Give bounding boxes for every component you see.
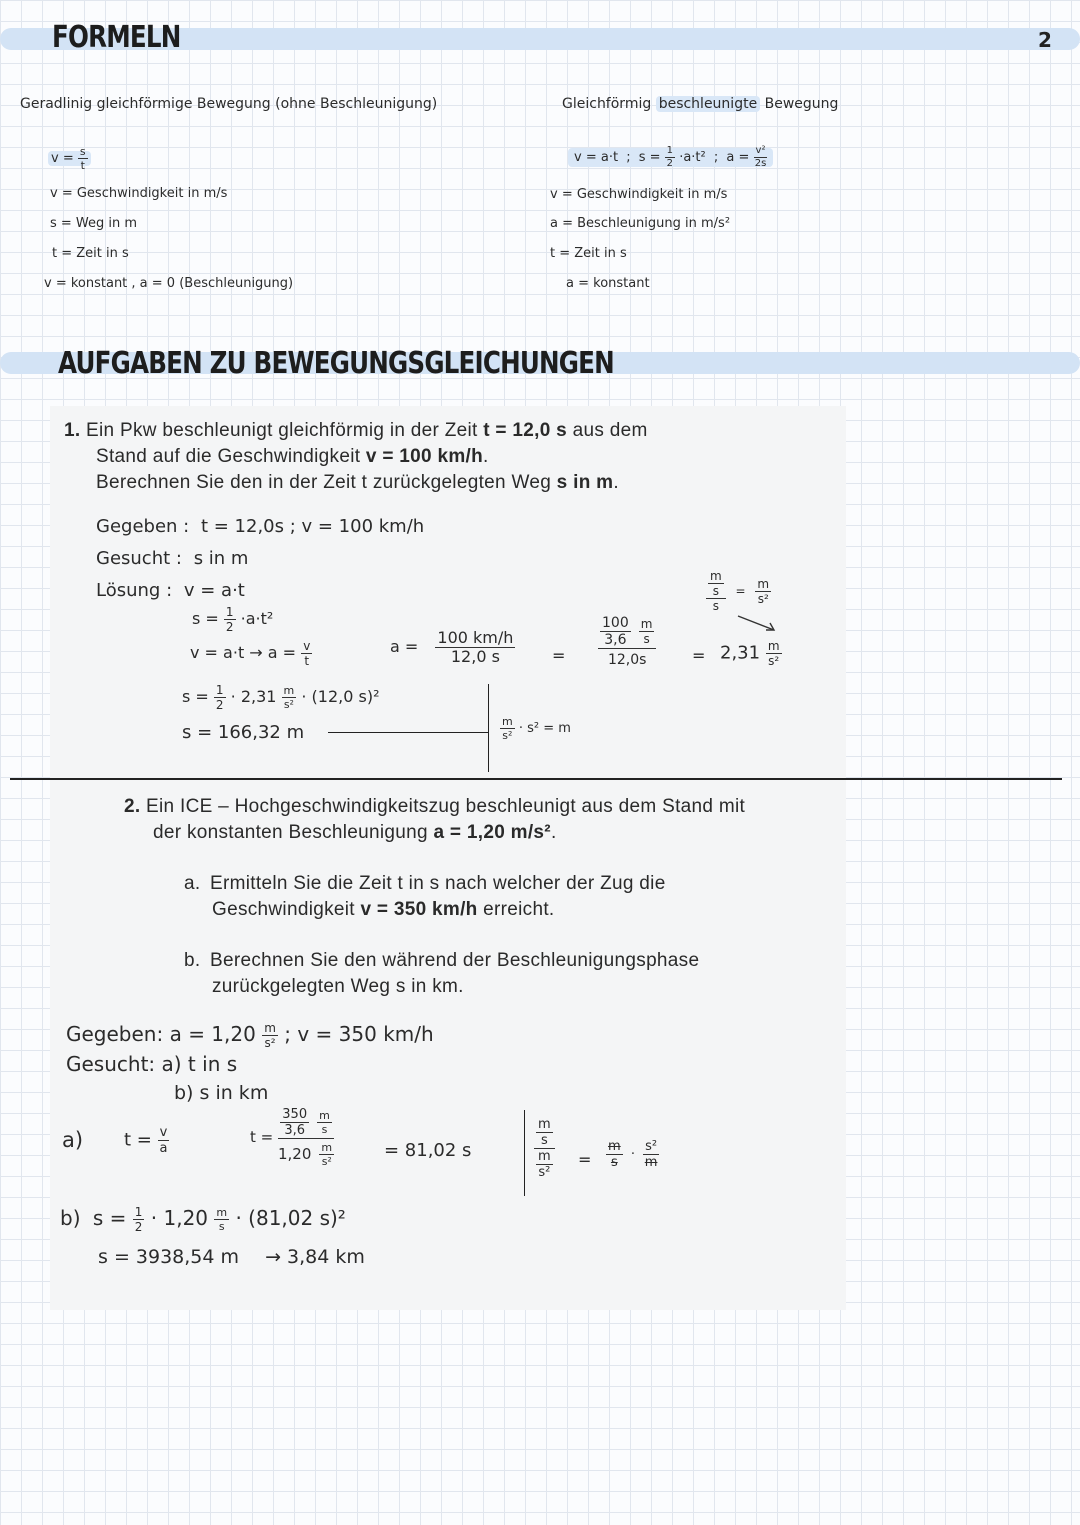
task2-line1 <box>124 794 745 820</box>
sol1-loesung <box>96 580 245 601</box>
frac-den: 2 <box>666 158 674 169</box>
frac-num: m <box>767 639 780 653</box>
frac-den: a <box>159 1141 168 1156</box>
frac-outer-bot <box>536 1149 553 1179</box>
heading-part-b: beschleunigte <box>656 96 761 112</box>
value-a: a) t in s <box>161 1052 238 1076</box>
lhs: s = <box>92 1206 127 1230</box>
task2a-label: a. <box>184 873 201 894</box>
frac-unit <box>317 1110 332 1135</box>
value: t = 12,0s ; v = 100 km/h <box>200 516 425 537</box>
sol1-eq2 <box>192 606 273 633</box>
frac-num: v² <box>755 145 766 156</box>
formeln-left-formula <box>48 146 91 171</box>
sol2-b-eq <box>60 1206 346 1233</box>
aufgaben-title: AUFGABEN ZU BEWEGUNGSGLEICHUNGEN <box>58 346 614 381</box>
frac-den: s² <box>538 1165 551 1180</box>
task2-text: der konstanten Beschleunigung <box>153 822 434 843</box>
sol2-unit-check <box>534 1118 555 1179</box>
lhs: s = <box>182 687 209 706</box>
task1-bold-s: s in m <box>556 472 614 493</box>
label: Lösung : <box>96 580 173 601</box>
task1-text: Berechnen Sie den in der Zeit t zurückgelegten Weg <box>96 472 557 493</box>
rest: · s² = m <box>518 721 571 736</box>
frac-unit <box>282 685 297 710</box>
formeln-left-def-2: s = Weg in m <box>50 216 138 231</box>
frac-num: s <box>79 145 86 158</box>
formeln-right-def-3: t = Zeit in s <box>550 246 627 261</box>
formula-v-frac <box>78 146 88 171</box>
frac-den: 3,6 <box>604 632 627 648</box>
task1-line2 <box>96 444 489 470</box>
frac-cancel <box>643 1140 659 1169</box>
label: Gesucht: <box>66 1052 156 1076</box>
frac-num: 1 <box>134 1205 143 1219</box>
frac <box>301 640 312 667</box>
task2b-label: b. <box>184 950 201 971</box>
sol1-eq3 <box>190 640 312 667</box>
sep: ; <box>626 150 631 165</box>
sol1-eq-sign: = <box>552 646 566 665</box>
frac-num: m <box>319 1109 330 1122</box>
frac-num: 1 <box>666 145 674 156</box>
frac-num: m <box>321 1141 333 1154</box>
frac-num: 1 <box>225 605 234 619</box>
task2-bold-a: a = 1,20 m/s² <box>433 822 551 843</box>
frac-num: 350 <box>282 1107 308 1122</box>
result-km: → 3,84 km <box>265 1246 365 1268</box>
frac <box>214 684 226 711</box>
lhs: a = <box>390 637 419 656</box>
sol2-a-eq <box>124 1126 169 1155</box>
frac-unit <box>262 1022 278 1049</box>
sol1-gesucht <box>96 548 248 569</box>
frac-result <box>755 578 771 605</box>
task1-text: . <box>483 446 489 467</box>
frac-den: 12,0 s <box>450 647 500 666</box>
frac-num: m <box>538 1149 551 1164</box>
lhs: v = a·t → a = <box>190 643 297 662</box>
sol1-eq-sign-2: = <box>692 646 706 665</box>
frac-den: 2 <box>215 698 224 712</box>
frac-outer-top <box>598 616 656 649</box>
heading-part-c: Bewegung <box>764 96 839 112</box>
task2a-text: erreicht. <box>477 899 555 920</box>
frac-outer <box>278 1108 334 1167</box>
task1-text: Ein Pkw beschleunigt gleichförmig in der Zeit <box>86 420 484 441</box>
page-number: 2 <box>1038 28 1052 52</box>
frac-num: 100 km/h <box>437 628 514 647</box>
formula-s-rest: ·a·t² <box>679 150 706 165</box>
task1-line3 <box>96 470 619 496</box>
formula-s-lhs: s = <box>638 150 661 165</box>
frac-inner <box>280 1108 309 1137</box>
frac-den: m <box>644 1155 658 1170</box>
sol2-t-calc <box>250 1108 334 1167</box>
formula-a-lhs: a = <box>726 150 750 165</box>
frac-num: 1 <box>215 683 224 697</box>
heading-part-a: Gleichförmig <box>562 96 652 112</box>
frac-num: m <box>264 1021 276 1035</box>
frac-outer <box>534 1118 555 1179</box>
frac-unit <box>639 618 655 645</box>
frac-den: s² <box>283 698 294 711</box>
frac-num: m <box>283 684 295 697</box>
task2a-line2 <box>212 897 555 923</box>
formeln-left-def-1: v = Geschwindigkeit in m/s <box>50 186 228 201</box>
task1-text: . <box>613 472 619 493</box>
frac-num: m <box>710 569 722 583</box>
lhs: t = <box>124 1129 152 1151</box>
frac-inner <box>708 570 724 597</box>
sol1-unit-derivation <box>706 570 771 612</box>
unit-check-divider <box>488 684 489 772</box>
frac-den: s <box>540 1133 548 1148</box>
frac-num: m <box>502 715 513 728</box>
frac-den: s² <box>768 654 780 668</box>
unit-check-divider-2 <box>524 1110 525 1196</box>
frac <box>435 630 515 665</box>
section-divider <box>10 778 1062 780</box>
label: Gegeben : <box>96 516 190 537</box>
frac <box>224 606 236 633</box>
frac-outer-top <box>534 1118 555 1149</box>
frac <box>133 1206 145 1233</box>
frac-outer-den: s <box>712 599 719 613</box>
frac-outer-den: 12,0s <box>607 652 647 668</box>
task2a-text: Ermitteln Sie die Zeit t in s nach welcher der Zug die <box>210 873 666 894</box>
frac-num: s² <box>645 1139 658 1154</box>
rest: · (12,0 s)² <box>301 687 380 706</box>
task2-line2 <box>153 820 557 846</box>
sol2-unit-eq: = <box>578 1150 592 1169</box>
frac-num: m <box>757 576 770 591</box>
formula-s-frac <box>665 146 675 169</box>
task1-text: Stand auf die Geschwindigkeit <box>96 446 366 467</box>
task2a-text: Geschwindigkeit <box>212 899 361 920</box>
label: Gesucht : <box>96 548 182 569</box>
arrow-icon <box>736 614 780 634</box>
frac-unit <box>766 640 782 667</box>
frac-den: s <box>712 584 719 598</box>
frac-den: s² <box>502 729 513 742</box>
label: b) <box>60 1206 81 1230</box>
formula-v-at: v = a·t <box>574 150 619 165</box>
frac-den: s <box>218 1220 225 1233</box>
task2-number: 2. <box>124 796 141 817</box>
task1-bold-v: v = 100 km/h <box>365 446 484 467</box>
sol1-result-a <box>720 640 782 667</box>
frac <box>500 716 515 741</box>
frac-den: s² <box>321 1155 332 1168</box>
formeln-right-heading <box>562 96 838 112</box>
value: 2,31 <box>720 642 761 664</box>
frac-den: 2 <box>225 620 234 634</box>
rest: · (81,02 s)² <box>235 1206 346 1230</box>
sol2-t-result: = 81,02 s <box>384 1140 472 1161</box>
eq: = <box>735 583 746 598</box>
eq-v-at: v = a·t <box>183 580 245 601</box>
frac-den: 3,6 <box>284 1123 306 1138</box>
sol1-b-calc <box>598 616 656 667</box>
formula-v-lhs: v = <box>51 151 74 166</box>
rest: ·a·t² <box>240 609 274 628</box>
task1-number: 1. <box>64 420 81 441</box>
task2a-line1 <box>184 871 666 897</box>
frac-unit <box>319 1142 334 1167</box>
formula-a-frac <box>754 146 768 169</box>
formeln-right-def-2: a = Beschleunigung in m/s² <box>550 216 731 231</box>
formeln-right-def-1: v = Geschwindigkeit in m/s <box>550 187 728 202</box>
label: Gegeben: <box>66 1022 164 1046</box>
mid: · 1,20 <box>150 1206 209 1230</box>
frac-cancel <box>606 1140 623 1169</box>
frac-unit <box>214 1207 229 1232</box>
frac-num: m <box>608 1139 621 1154</box>
task1-text: aus dem <box>567 420 648 441</box>
sol1-a-calc <box>390 630 515 665</box>
sep: ; <box>713 150 719 165</box>
frac <box>158 1126 170 1155</box>
frac-den: 2 <box>134 1220 143 1234</box>
sol1-s-result: s = 166,32 m <box>182 722 305 743</box>
task2-text: . <box>550 822 557 843</box>
formula-v-st <box>48 145 91 172</box>
task2-text: Ein ICE – Hochgeschwindigkeitszug beschleunigt aus dem Stand mit <box>146 796 746 817</box>
mid: · 2,31 <box>230 687 277 706</box>
dot: · <box>630 1147 635 1162</box>
lhs: t = <box>250 1128 274 1146</box>
sol1-s-calc <box>182 684 379 711</box>
sol2-gesucht-b: b) s in km <box>174 1082 269 1104</box>
formeln-left-def-3: t = Zeit in s <box>52 246 129 261</box>
frac-num: 100 <box>602 615 629 631</box>
formeln-title: FORMELN <box>52 20 181 55</box>
frac-outer-top <box>278 1108 334 1139</box>
task1-bold-t: t = 12,0 s <box>483 420 568 441</box>
task-panel <box>50 406 846 1310</box>
frac-num: m <box>216 1206 228 1219</box>
frac-num: m <box>538 1117 551 1132</box>
task2b-line1 <box>184 948 699 974</box>
frac-outer <box>598 616 656 667</box>
formeln-left-heading: Geradlinig gleichförmige Bewegung (ohne Beschleunigung) <box>20 96 438 112</box>
frac-den: s <box>610 1155 618 1170</box>
sol2-b-result <box>98 1246 365 1268</box>
frac-den: 2s <box>754 158 767 169</box>
sol1-unit-check <box>500 716 571 741</box>
den-value: 1,20 <box>278 1145 312 1163</box>
frac-inner <box>536 1118 553 1147</box>
frac-den: s² <box>757 591 769 606</box>
sol2-unit-cancel <box>606 1140 659 1169</box>
frac-den: t <box>80 159 85 172</box>
sol2-gegeben <box>66 1022 434 1049</box>
frac-inner <box>600 616 631 647</box>
frac-inner <box>536 1150 553 1179</box>
frac-outer-bot <box>278 1139 334 1167</box>
frac-den: t <box>304 654 310 668</box>
task1-line1 <box>64 418 648 444</box>
sol2-gesucht <box>66 1052 237 1076</box>
value-v: ; v = 350 km/h <box>284 1022 434 1046</box>
frac-den: s² <box>264 1036 276 1050</box>
result-underline <box>328 732 488 733</box>
value: s in m <box>193 548 249 569</box>
formeln-right-formulas <box>568 146 773 169</box>
sol1-gegeben <box>96 516 424 537</box>
sol2-a-label: a) <box>62 1128 84 1152</box>
task2a-bold-v: v = 350 km/h <box>360 899 478 920</box>
result-m: s = 3938,54 m <box>98 1246 240 1268</box>
task2b-text: Berechnen Sie den während der Beschleunigungsphase <box>210 950 700 971</box>
frac-num: v <box>159 1125 168 1140</box>
frac-outer <box>706 570 726 612</box>
formeln-right-def-4: a = konstant <box>566 276 650 291</box>
frac-num: v <box>303 639 311 653</box>
formula-group <box>568 145 773 169</box>
frac-den: s <box>643 632 650 646</box>
task2b-line2: zurückgelegten Weg s in km. <box>212 976 464 997</box>
value-a: a = 1,20 <box>169 1022 256 1046</box>
frac-num: m <box>640 617 653 631</box>
formeln-left-def-4: v = konstant , a = 0 (Beschleunigung) <box>44 276 294 291</box>
frac-outer-top <box>706 570 726 599</box>
frac-den: s <box>321 1123 328 1136</box>
lhs: s = <box>192 609 219 628</box>
